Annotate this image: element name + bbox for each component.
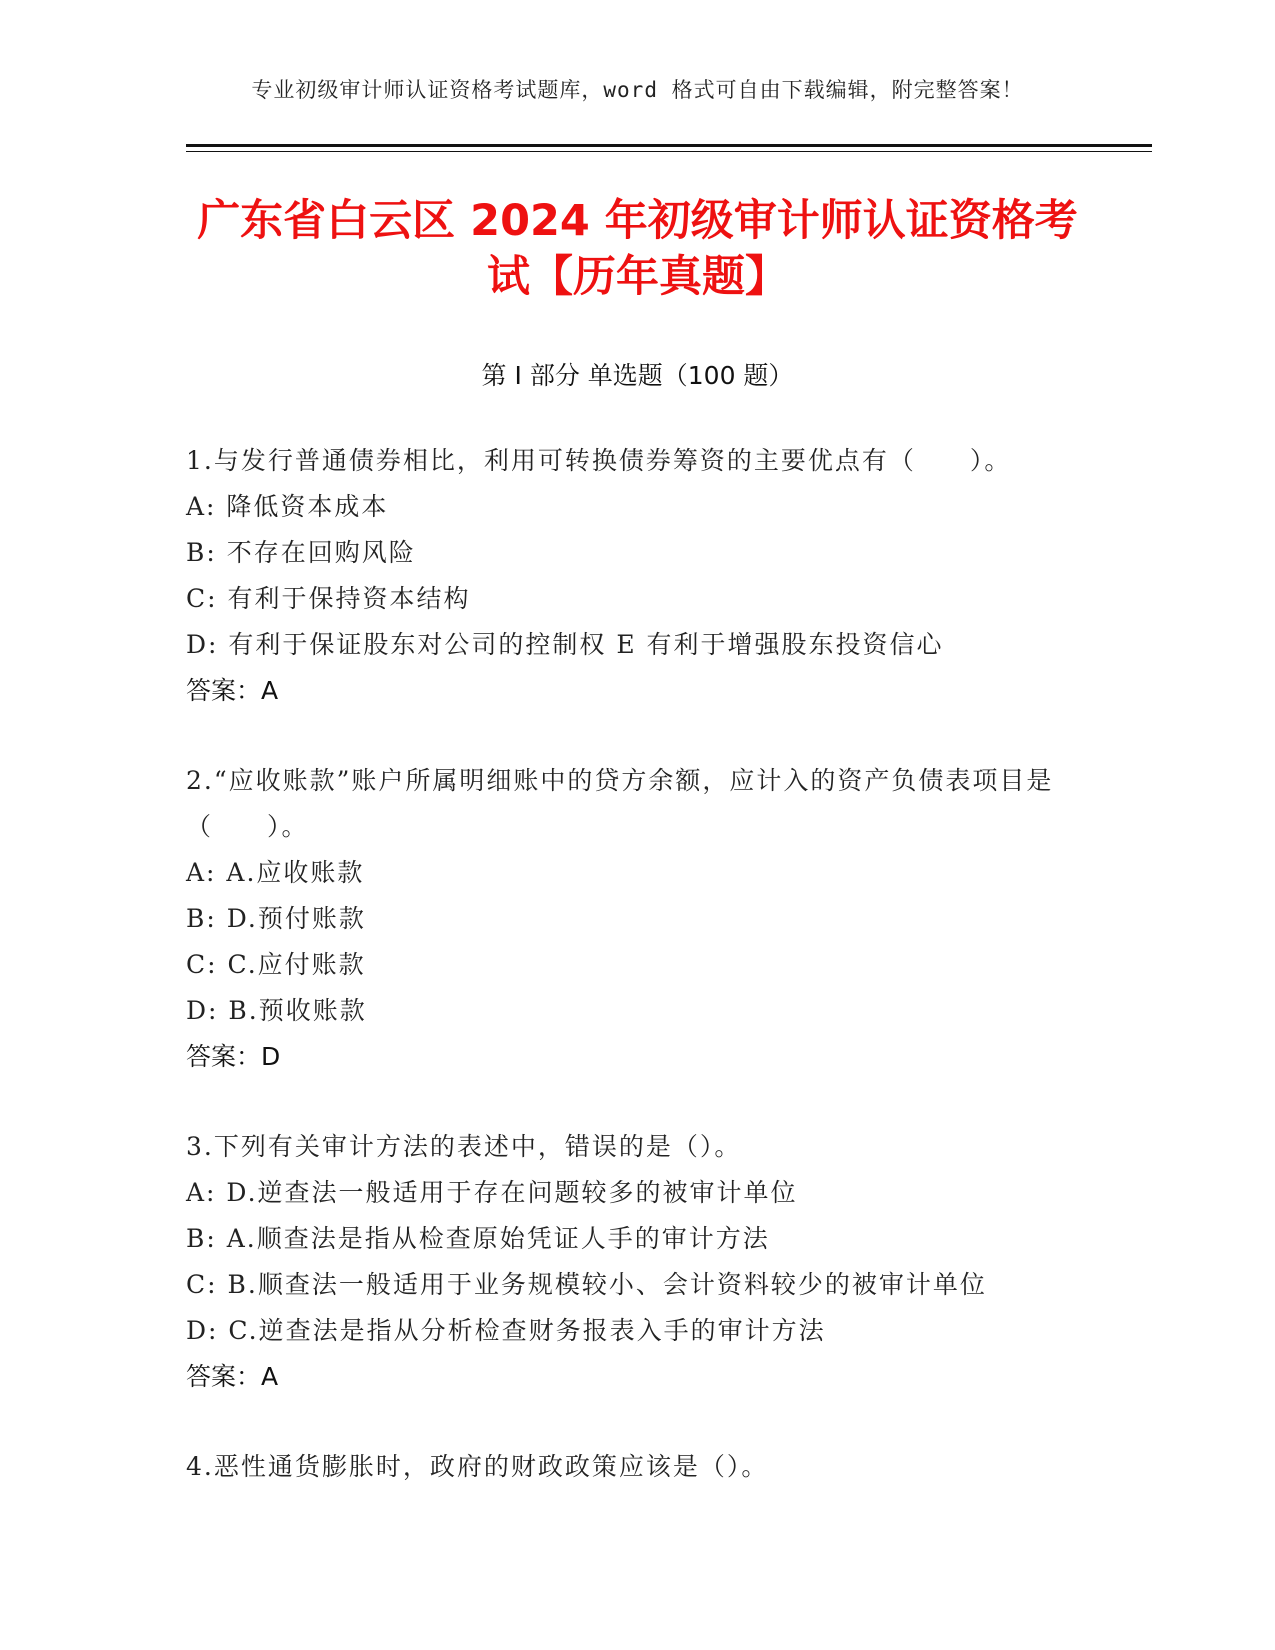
option-d: D: C.逆查法是指从分析检查财务报表入手的审计方法 <box>186 1316 826 1345</box>
option-c: C: B.顺查法一般适用于业务规模较小、会计资料较少的被审计单位 <box>186 1270 987 1299</box>
answer-label: 答案：A <box>186 676 279 705</box>
option-d: D: 有利于保证股东对公司的控制权 E 有利于增强股东投资信心 <box>186 630 944 659</box>
option-c: C: C.应付账款 <box>186 950 366 979</box>
option-a: A: D.逆查法一般适用于存在问题较多的被审计单位 <box>186 1178 798 1207</box>
option-b: B: A.顺查法是指从检查原始凭证人手的审计方法 <box>186 1224 770 1253</box>
question-stem: 2.“应收账款”账户所属明细账中的贷方余额，应计入的资产负债表项目是（ ）。 <box>186 766 1054 841</box>
header-note: 专业初级审计师认证资格考试题库，word 格式可自由下载编辑，附完整答案！ <box>251 78 1024 102</box>
option-a: A: 降低资本成本 <box>186 492 389 521</box>
document-title <box>150 193 1125 305</box>
option-c: C: 有利于保持资本结构 <box>186 584 471 613</box>
answer-label: 答案：A <box>186 1362 279 1391</box>
question-stem: 3.下列有关审计方法的表述中，错误的是（）。 <box>186 1132 742 1161</box>
document-title-line-2: 试【历年真题】 <box>487 252 788 302</box>
option-b: B: D.预付账款 <box>186 904 366 933</box>
question-4 <box>186 1444 1086 1490</box>
question-1 <box>186 438 1086 714</box>
question-list <box>186 438 1086 1534</box>
section-heading: 第 I 部分 单选题（100 题） <box>481 361 794 390</box>
option-a: A: A.应收账款 <box>186 858 365 887</box>
option-d: D: B.预收账款 <box>186 996 367 1025</box>
question-stem: 4.恶性通货膨胀时，政府的财政政策应该是（）。 <box>186 1452 769 1481</box>
question-stem: 1.与发行普通债券相比，利用可转换债券筹资的主要优点有（ ）。 <box>186 446 1012 475</box>
document-title-line-1: 广东省白云区 2024 年初级审计师认证资格考 <box>197 196 1078 246</box>
option-b: B: 不存在回购风险 <box>186 538 416 567</box>
answer-label: 答案：D <box>186 1042 281 1071</box>
question-2 <box>186 758 1086 1080</box>
header-rule-thin <box>186 151 1152 152</box>
header-rule-thick <box>186 144 1152 147</box>
question-3 <box>186 1124 1086 1400</box>
